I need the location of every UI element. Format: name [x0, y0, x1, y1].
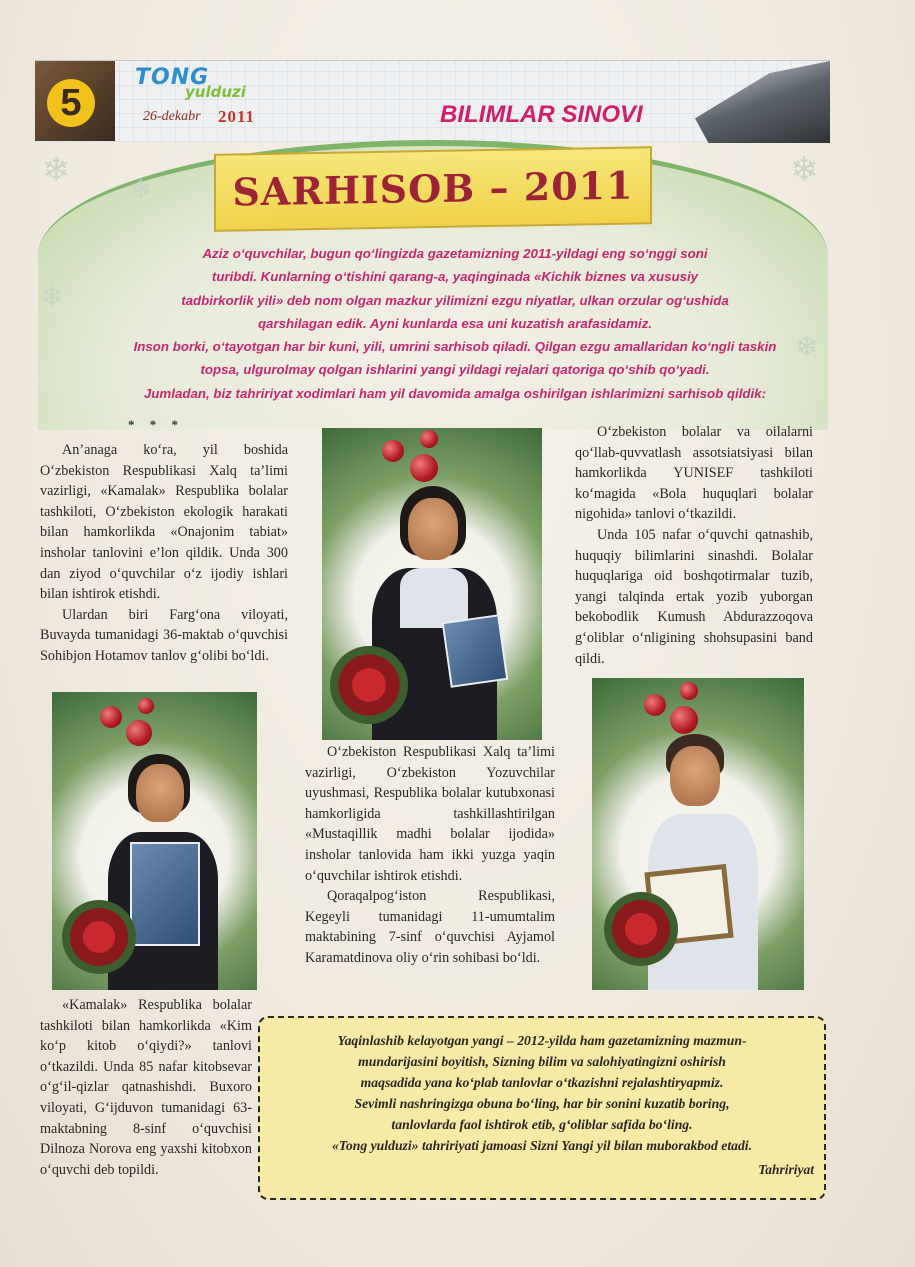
- issue-year: 2011: [218, 107, 256, 126]
- portrait-face: [136, 764, 184, 822]
- paragraph: Qoraqalpog‘iston Respublikasi, Kegeyli tumanidagi 11-umumtalim maktabining 7-sinf o‘quvchisi Ayjamol Karamatdinova oliy o‘rin sohibasi bo‘ldi.: [305, 888, 555, 966]
- editorial-note-text: [268, 1030, 816, 1156]
- editorial-note-box: [258, 1016, 826, 1200]
- snowflake-icon: ❄: [42, 152, 71, 189]
- paragraph: O‘zbekiston Respublikasi Xalq ta’limi vazirligi, O‘zbekiston Yozuvchilar uyushmasi, Respublika bolalar kutubxonasi hamkorligida tashkillashtirilgan «Mustaqillik madhi bolalar ijodida» insholar tanlovida ham ikki yuzga yaqin o‘quvchilar ishtirok etishdi.: [305, 744, 555, 884]
- ornament-icon: [410, 454, 438, 482]
- column-1: [40, 440, 288, 667]
- winner-photo-right: [592, 678, 804, 990]
- page-header: [35, 60, 830, 142]
- winner-photo-left: [52, 692, 257, 990]
- paragraph: «Kamalak» Respublika bolalar tashkiloti bilan hamkorlikda «Kim ko‘p kitob o‘qiydi?» tanlovi o‘tkazildi. Unda 85 nafar kitobsevar o‘g‘il-qizlar qatnashishdi. Buxoro viloyati, G‘ijduvon tumanidagi 63-maktabning 8-sinf o‘quvchisi Dilnoza Norova eng yaxshi kitobxon o‘quvchi deb topildi.: [40, 997, 252, 1178]
- intro-line: turibdi. Kunlarning o‘tishini qarang-a, yaqinginada «Kichik biznes va xususiy: [211, 269, 699, 285]
- column-2: [305, 742, 555, 969]
- intro-line: qarshilagan edik. Ayni kunlarda esa uni kuzatish arafasidamiz.: [257, 315, 653, 331]
- snowflake-icon: ❄: [790, 152, 819, 189]
- section-separator: * * *: [128, 417, 184, 432]
- portrait-face: [408, 498, 458, 560]
- editorial-signature: Tahririyat: [758, 1162, 814, 1177]
- snowflake-icon: ❄: [795, 332, 819, 363]
- winner-photo-center: [322, 428, 542, 740]
- book-icon: [442, 614, 509, 687]
- intro-line: Jumladan, biz tahririyat xodimlari ham yil davomida amalga oshirilgan ishlarimizni sarhisob qildik:: [143, 385, 767, 401]
- portrait-face: [670, 746, 720, 806]
- snowflake-icon: ❄: [40, 282, 64, 313]
- note-line: tanlovlarda faol ishtirok etib, g‘oliblar safida bo‘ling.: [391, 1117, 693, 1132]
- ornament-icon: [644, 694, 666, 716]
- issue-date: 26-dekabr: [143, 109, 201, 124]
- intro-line: topsa, ulgurolmay qolgan ishlarini yangi yildagi rejalari qatoriga qo‘shib qo‘yadi.: [200, 362, 710, 378]
- note-line: maqsadida yana ko‘plab tanlovlar o‘tkazishni rejalashtiryapmiz.: [360, 1075, 724, 1090]
- paragraph: Unda 105 nafar o‘quvchi qatnashib, huquqiy bilimlarini sinashdi. Bolalar huquqlariga oid boshqotirmalar tuzib, yangi talqinda ertak yozib yuborgan bekobodlik Kumush Abdurazzoqova g‘oliblar o‘nligining shohsupasini band qildi.: [575, 526, 813, 667]
- ornament-icon: [680, 682, 698, 700]
- snowflake-icon: ❄: [130, 175, 152, 204]
- bow-decoration: [604, 892, 678, 966]
- ornament-icon: [382, 440, 404, 462]
- ornament-icon: [670, 706, 698, 734]
- column-3: [575, 422, 813, 669]
- ornament-icon: [100, 706, 122, 728]
- paragraph: O‘zbekiston bolalar va oilalarni qo‘llab-quvvatlash assotsiatsiyasi bilan hamkorlikda YUNISEF tashkiloti ko‘magida «Bola huquqlari bolalar nigohida» tanlovi o‘tkazildi.: [575, 424, 813, 523]
- article-title: SARHISOB – 2011: [232, 162, 634, 215]
- paragraph: Ulardan biri Farg‘ona viloyati, Buvayda tumanidagi 36-maktab o‘quvchisi Sohibjon Hotamov tanlov g‘olibi bo‘ldi.: [40, 606, 288, 664]
- logo-yulduzi: yulduzi: [185, 83, 246, 101]
- note-line: mundarijasini boyitish, Sizning bilim va salohiyatingizni oshirish: [358, 1054, 726, 1069]
- bow-decoration: [62, 900, 136, 974]
- note-line: Sevimli nashringizga obuna bo‘ling, har bir sonini kuzatib boring,: [354, 1096, 730, 1111]
- intro-line: tadbirkorlik yili» deb nom olgan mazkur yilimizni ezgu niyatlar, ulkan orzular og‘ushida: [181, 292, 729, 308]
- intro-text: [110, 242, 800, 405]
- book-icon: [130, 842, 200, 946]
- tree-decoration: [695, 61, 830, 143]
- intro-line: Inson borki, o‘tayotgan har bir kuni, yili, umrini sarhisob qiladi. Qilgan ezgu amallaridan ko‘ngli taskin: [133, 339, 777, 355]
- note-line: Yaqinlashib kelayotgan yangi – 2012-yilda ham gazetamizning mazmun-: [337, 1033, 747, 1048]
- page-number-box: [35, 61, 115, 141]
- logo-tong: TONG: [135, 65, 210, 90]
- bow-decoration: [330, 646, 408, 724]
- intro-line: Aziz o‘quvchilar, bugun qo‘lingizda gazetamizning 2011-yildagi eng so‘nggi soni: [202, 246, 708, 261]
- page-number: 5: [47, 79, 95, 127]
- ornament-icon: [138, 698, 154, 714]
- section-title: BILIMLAR SINOVI: [440, 101, 643, 128]
- note-line: «Tong yulduzi» tahririyati jamoasi Sizni Yangi yil bilan muborakbod etadi.: [331, 1138, 753, 1153]
- paragraph: An’anaga ko‘ra, yil boshida O‘zbekiston Respublikasi Xalq ta’limi vazirligi, «Kamalak» Respublika bolalar tashkiloti, O‘zbekiston ekologik harakati bilan hamkorlikda «Onajonim tabiat» insholar tanlovini e’lon qildik. Unda 300 dan ziyod o‘quvchilar o‘z ijodiy ishlari bilan ishtirok etishdi.: [40, 442, 288, 603]
- title-banner: [214, 146, 652, 232]
- ornament-icon: [126, 720, 152, 746]
- column-1-bottom: [40, 995, 252, 1180]
- ornament-icon: [420, 430, 438, 448]
